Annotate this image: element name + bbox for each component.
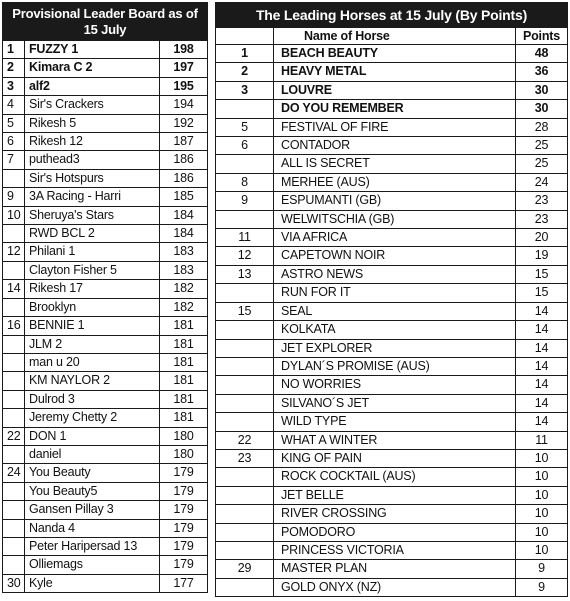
table-row (3, 188, 208, 206)
table-row (216, 449, 568, 467)
leader-board-body (3, 41, 208, 593)
name-cell: RIVER CROSSING (274, 505, 516, 523)
name-cell: LOUVRE (274, 81, 516, 99)
rank-cell (3, 169, 25, 187)
name-cell: Rikesh 12 (25, 133, 160, 151)
rank-cell: 14 (3, 280, 25, 298)
table-row (3, 537, 208, 555)
rank-cell (3, 225, 25, 243)
table-row (216, 118, 568, 136)
points-cell: 9 (515, 560, 567, 578)
name-cell: WHAT A WINTER (274, 431, 516, 449)
table-row (216, 210, 568, 228)
rank-cell: 5 (216, 118, 274, 136)
table-row (216, 357, 568, 375)
points-cell: 20 (515, 229, 567, 247)
points-cell: 25 (515, 155, 567, 173)
points-cell: 185 (159, 188, 207, 206)
table-row (216, 63, 568, 81)
points-cell: 179 (159, 482, 207, 500)
name-cell: 3A Racing - Harri (25, 188, 160, 206)
points-cell: 182 (159, 280, 207, 298)
table-row (3, 482, 208, 500)
rank-cell: 5 (3, 114, 25, 132)
table-row (3, 464, 208, 482)
rank-cell: 1 (3, 41, 25, 59)
table-row (3, 317, 208, 335)
table-row (3, 114, 208, 132)
table-row (216, 486, 568, 504)
points-cell: 192 (159, 114, 207, 132)
name-cell: Dulrod 3 (25, 390, 160, 408)
points-cell: 15 (515, 265, 567, 283)
name-cell: SEAL (274, 302, 516, 320)
name-cell: DYLAN´S PROMISE (AUS) (274, 357, 516, 375)
name-cell: KING OF PAIN (274, 449, 516, 467)
rank-cell: 9 (216, 192, 274, 210)
table-row (216, 173, 568, 191)
table-row (216, 302, 568, 320)
points-cell: 14 (515, 413, 567, 431)
table-row (3, 243, 208, 261)
table-row (3, 372, 208, 390)
rank-cell: 16 (3, 317, 25, 335)
rank-cell: 24 (3, 464, 25, 482)
points-cell: 180 (159, 445, 207, 463)
name-cell: POMODORO (274, 523, 516, 541)
name-cell: SILVANO´S JET (274, 394, 516, 412)
name-cell: Sir's Hotspurs (25, 169, 160, 187)
rank-cell (216, 155, 274, 173)
table-row (3, 427, 208, 445)
rank-cell (216, 468, 274, 486)
leading-horses-body (216, 45, 568, 597)
points-cell: 197 (159, 59, 207, 77)
table-row (216, 192, 568, 210)
name-cell: PRINCESS VICTORIA (274, 541, 516, 559)
name-cell: Olliemags (25, 556, 160, 574)
horse-name-column-header: Name of Horse (274, 28, 516, 45)
table-row (3, 96, 208, 114)
rank-cell: 13 (216, 265, 274, 283)
name-cell: HEAVY METAL (274, 63, 516, 81)
table-row (216, 339, 568, 357)
points-cell: 179 (159, 556, 207, 574)
rank-cell (216, 523, 274, 541)
points-cell: 25 (515, 137, 567, 155)
rank-cell (3, 335, 25, 353)
rank-cell (216, 376, 274, 394)
rank-cell: 22 (3, 427, 25, 445)
name-cell: JET BELLE (274, 486, 516, 504)
name-cell: VIA AFRICA (274, 229, 516, 247)
rank-cell: 8 (216, 173, 274, 191)
points-cell: 187 (159, 133, 207, 151)
points-cell: 30 (515, 100, 567, 118)
rank-cell: 9 (3, 188, 25, 206)
table-row (216, 523, 568, 541)
name-cell: BEACH BEAUTY (274, 45, 516, 63)
table-row (3, 77, 208, 95)
rank-cell: 6 (216, 137, 274, 155)
name-cell: Brooklyn (25, 298, 160, 316)
points-cell: 48 (515, 45, 567, 63)
name-cell: Sheruya's Stars (25, 206, 160, 224)
name-cell: JLM 2 (25, 335, 160, 353)
name-cell: MASTER PLAN (274, 560, 516, 578)
rank-cell (3, 261, 25, 279)
name-cell: BENNIE 1 (25, 317, 160, 335)
name-cell: Peter Haripersad 13 (25, 537, 160, 555)
table-row (216, 284, 568, 302)
name-cell: Gansen Pillay 3 (25, 501, 160, 519)
name-cell: Sir's Crackers (25, 96, 160, 114)
rank-cell (3, 501, 25, 519)
table-row (3, 169, 208, 187)
leading-horses-title: The Leading Horses at 15 July (By Points) (216, 3, 568, 28)
points-cell: 179 (159, 519, 207, 537)
points-cell: 184 (159, 206, 207, 224)
points-cell: 182 (159, 298, 207, 316)
points-cell: 183 (159, 243, 207, 261)
points-cell: 181 (159, 335, 207, 353)
points-cell: 28 (515, 118, 567, 136)
table-row (216, 468, 568, 486)
name-cell: You Beauty5 (25, 482, 160, 500)
rank-cell: 11 (216, 229, 274, 247)
table-row (216, 578, 568, 596)
points-cell: 186 (159, 169, 207, 187)
points-cell: 36 (515, 63, 567, 81)
rank-cell (3, 390, 25, 408)
rank-cell: 23 (216, 449, 274, 467)
points-cell: 14 (515, 376, 567, 394)
table-row (216, 394, 568, 412)
rank-cell: 4 (3, 96, 25, 114)
rank-cell: 3 (216, 81, 274, 99)
name-cell: daniel (25, 445, 160, 463)
points-cell: 19 (515, 247, 567, 265)
name-cell: alf2 (25, 77, 160, 95)
name-cell: CONTADOR (274, 137, 516, 155)
table-row (3, 261, 208, 279)
name-cell: FUZZY 1 (25, 41, 160, 59)
table-row (216, 321, 568, 339)
table-row (3, 574, 208, 592)
table-row (216, 505, 568, 523)
table-row (3, 298, 208, 316)
points-cell: 30 (515, 81, 567, 99)
name-cell: FESTIVAL OF FIRE (274, 118, 516, 136)
table-row (3, 335, 208, 353)
rank-cell (3, 556, 25, 574)
points-cell: 10 (515, 505, 567, 523)
rank-cell: 22 (216, 431, 274, 449)
points-cell: 177 (159, 574, 207, 592)
table-row (216, 541, 568, 559)
name-cell: puthead3 (25, 151, 160, 169)
points-cell: 14 (515, 339, 567, 357)
rank-cell (216, 321, 274, 339)
table-row (3, 206, 208, 224)
name-cell: GOLD ONYX (NZ) (274, 578, 516, 596)
rank-cell: 12 (216, 247, 274, 265)
name-cell: RUN FOR IT (274, 284, 516, 302)
table-row (3, 445, 208, 463)
name-cell: Kyle (25, 574, 160, 592)
name-cell: man u 20 (25, 353, 160, 371)
name-cell: MERHEE (AUS) (274, 173, 516, 191)
name-cell: DON 1 (25, 427, 160, 445)
name-cell: You Beauty (25, 464, 160, 482)
rank-cell (216, 339, 274, 357)
name-cell: ESPUMANTI (GB) (274, 192, 516, 210)
table-row (216, 229, 568, 247)
rank-cell (3, 409, 25, 427)
table-row (3, 59, 208, 77)
name-cell: ALL IS SECRET (274, 155, 516, 173)
table-row (3, 133, 208, 151)
rank-cell (216, 357, 274, 375)
points-cell: 11 (515, 431, 567, 449)
rank-cell (3, 298, 25, 316)
rank-cell (3, 353, 25, 371)
points-cell: 179 (159, 464, 207, 482)
name-cell: Kimara C 2 (25, 59, 160, 77)
points-cell: 15 (515, 284, 567, 302)
table-row (216, 265, 568, 283)
points-cell: 179 (159, 501, 207, 519)
table-row (3, 519, 208, 537)
rank-cell: 2 (216, 63, 274, 81)
name-cell: Clayton Fisher 5 (25, 261, 160, 279)
points-cell: 14 (515, 321, 567, 339)
points-cell: 194 (159, 96, 207, 114)
table-row (216, 247, 568, 265)
table-row (216, 137, 568, 155)
name-cell: WELWITSCHIA (GB) (274, 210, 516, 228)
points-cell: 183 (159, 261, 207, 279)
rank-cell: 3 (3, 77, 25, 95)
rank-cell: 15 (216, 302, 274, 320)
points-cell: 10 (515, 523, 567, 541)
rank-cell (216, 505, 274, 523)
rank-cell (216, 100, 274, 118)
rank-cell (3, 372, 25, 390)
points-cell: 10 (515, 486, 567, 504)
table-row (3, 556, 208, 574)
name-cell: ROCK COCKTAIL (AUS) (274, 468, 516, 486)
points-cell: 10 (515, 541, 567, 559)
name-cell: Philani 1 (25, 243, 160, 261)
table-row (216, 100, 568, 118)
name-cell: RWD BCL 2 (25, 225, 160, 243)
points-cell: 181 (159, 353, 207, 371)
points-cell: 180 (159, 427, 207, 445)
rank-cell (3, 519, 25, 537)
leader-board-table (2, 2, 208, 593)
rank-cell (216, 486, 274, 504)
points-cell: 9 (515, 578, 567, 596)
rank-column-header (216, 28, 274, 45)
points-cell: 184 (159, 225, 207, 243)
table-row (216, 560, 568, 578)
points-cell: 179 (159, 537, 207, 555)
rank-cell: 10 (3, 206, 25, 224)
points-cell: 10 (515, 449, 567, 467)
points-cell: 10 (515, 468, 567, 486)
rank-cell (216, 578, 274, 596)
points-cell: 181 (159, 409, 207, 427)
rank-cell (216, 284, 274, 302)
rank-cell: 1 (216, 45, 274, 63)
points-column-header: Points (515, 28, 567, 45)
points-cell: 14 (515, 394, 567, 412)
rank-cell: 6 (3, 133, 25, 151)
rank-cell: 12 (3, 243, 25, 261)
table-row (216, 155, 568, 173)
name-cell: ASTRO NEWS (274, 265, 516, 283)
table-row (3, 390, 208, 408)
leader-board-title: Provisional Leader Board as of 15 July (3, 3, 208, 41)
name-cell: Rikesh 17 (25, 280, 160, 298)
name-cell: KOLKATA (274, 321, 516, 339)
rank-cell (3, 537, 25, 555)
leading-horses-table (215, 2, 568, 597)
table-row (216, 45, 568, 63)
table-row (216, 413, 568, 431)
table-row (3, 151, 208, 169)
rank-cell (216, 541, 274, 559)
rank-cell (3, 445, 25, 463)
points-cell: 181 (159, 317, 207, 335)
table-row (216, 81, 568, 99)
name-cell: JET EXPLORER (274, 339, 516, 357)
points-cell: 181 (159, 372, 207, 390)
points-cell: 186 (159, 151, 207, 169)
name-cell: Jeremy Chetty 2 (25, 409, 160, 427)
rank-cell (3, 482, 25, 500)
rank-cell (216, 394, 274, 412)
rank-cell: 29 (216, 560, 274, 578)
table-row (3, 409, 208, 427)
table-row (3, 41, 208, 59)
name-cell: WILD TYPE (274, 413, 516, 431)
table-row (3, 280, 208, 298)
points-cell: 24 (515, 173, 567, 191)
table-row (3, 501, 208, 519)
name-cell: Rikesh 5 (25, 114, 160, 132)
rank-cell (216, 210, 274, 228)
table-row (3, 353, 208, 371)
rank-cell: 2 (3, 59, 25, 77)
points-cell: 198 (159, 41, 207, 59)
points-cell: 23 (515, 192, 567, 210)
table-row (216, 376, 568, 394)
rank-cell: 7 (3, 151, 25, 169)
points-cell: 181 (159, 390, 207, 408)
table-row (3, 225, 208, 243)
rank-cell (216, 413, 274, 431)
points-cell: 14 (515, 302, 567, 320)
table-row (216, 431, 568, 449)
name-cell: DO YOU REMEMBER (274, 100, 516, 118)
name-cell: NO WORRIES (274, 376, 516, 394)
rank-cell: 30 (3, 574, 25, 592)
name-cell: Nanda 4 (25, 519, 160, 537)
name-cell: KM NAYLOR 2 (25, 372, 160, 390)
points-cell: 14 (515, 357, 567, 375)
name-cell: CAPETOWN NOIR (274, 247, 516, 265)
points-cell: 23 (515, 210, 567, 228)
points-cell: 195 (159, 77, 207, 95)
